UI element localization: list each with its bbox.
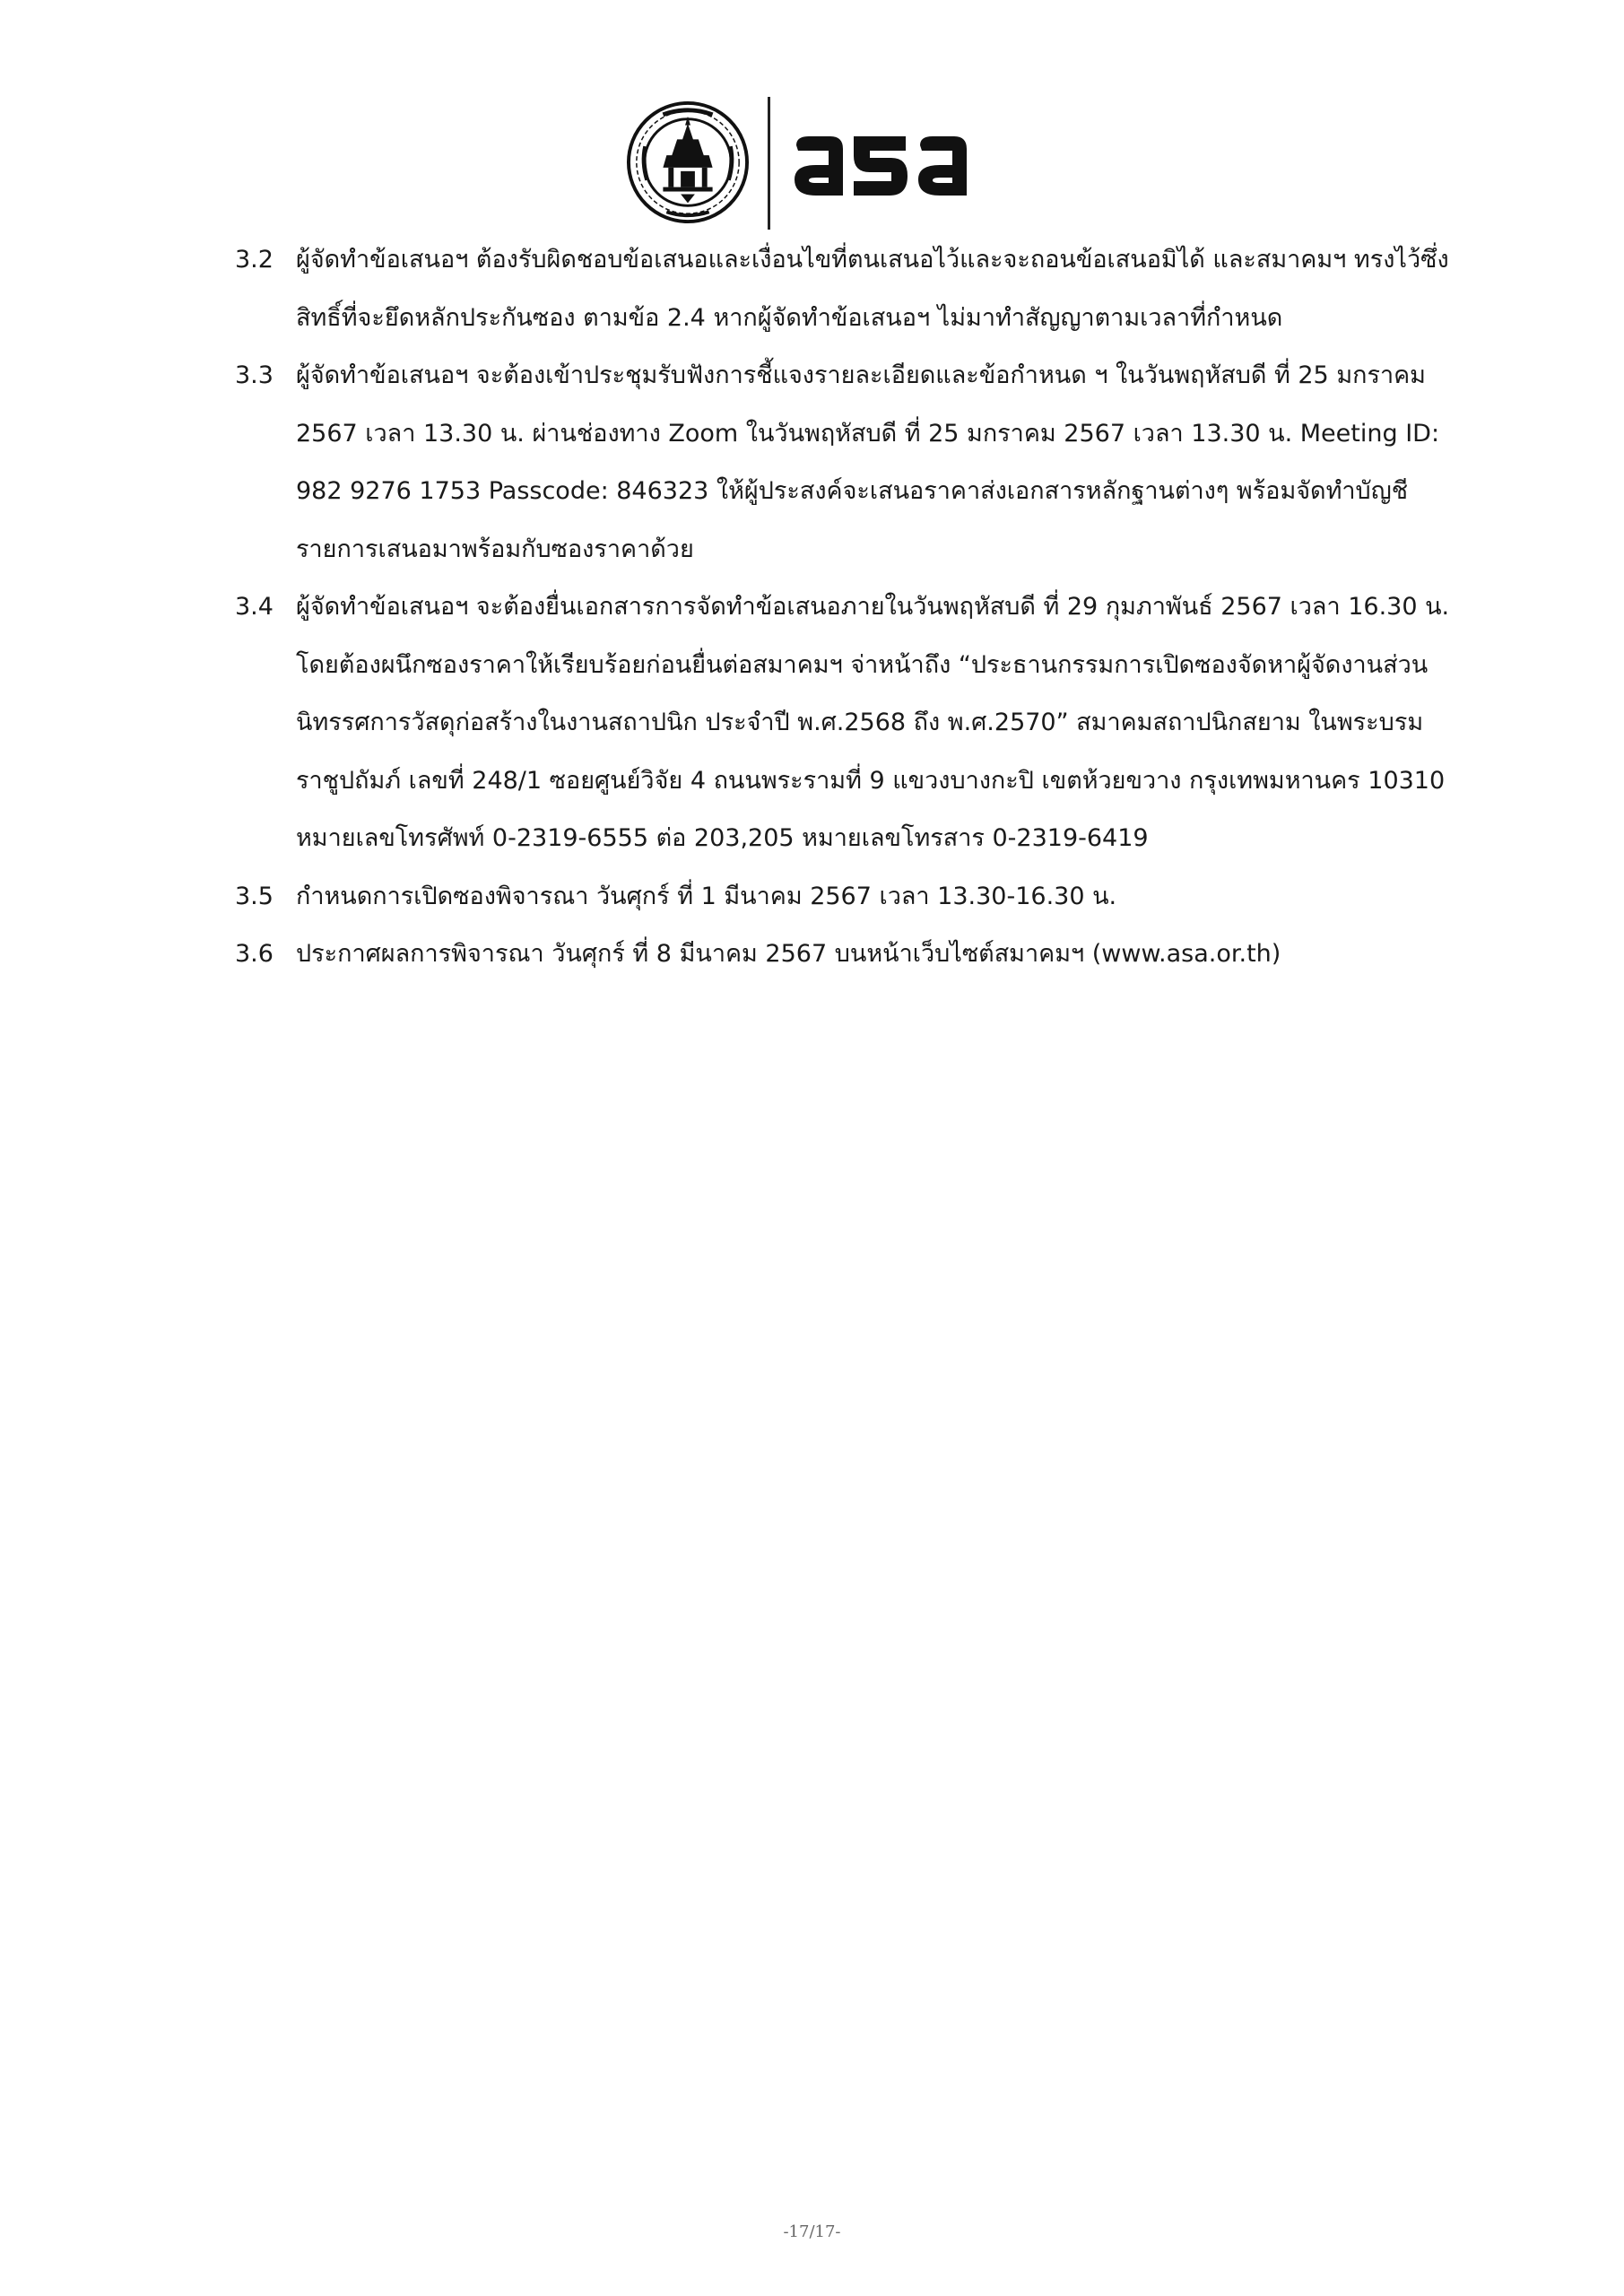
section-3-6 [235, 926, 1508, 984]
section-3-2 [235, 231, 1508, 347]
section-number: 3.6 [235, 940, 274, 968]
header-divider [768, 97, 770, 230]
section-number: 3.5 [235, 882, 274, 910]
section-3-5 [235, 868, 1508, 926]
section-line: 2567 เวลา 13.30 น. ผ่านช่องทาง Zoom ในวันพฤหัสบดี ที่ 25 มกราคม 2567 เวลา 13.30 น. Meeting ID: [296, 419, 1440, 448]
section-line: กำหนดการเปิดซองพิจารณา วันศุกร์ ที่ 1 มีนาคม 2567 เวลา 13.30-16.30 น. [296, 882, 1117, 910]
section-line: โดยต้องผนึกซองราคาให้เรียบร้อยก่อนยื่นต่อสมาคมฯ จ่าหน้าถึง “ประธานกรรมการเปิดซองจัดหาผู้จัดงานส่วน [296, 650, 1429, 679]
section-3-4 [235, 578, 1508, 868]
section-number: 3.3 [235, 361, 274, 389]
section-3-3 [235, 347, 1508, 578]
section-line: หมายเลขโทรศัพท์ 0-2319-6555 ต่อ 203,205 หมายเลขโทรสาร 0-2319-6419 [296, 824, 1149, 852]
asa-seal-icon [626, 100, 750, 224]
section-line: ราชูปถัมภ์ เลขที่ 248/1 ซอยศูนย์วิจัย 4 ถนนพระรามที่ 9 แขวงบางกะปิ เขตห้วยขวาง กรุงเทพมหานคร 10310 [296, 766, 1446, 795]
section-line: 982 9276 1753 Passcode: 846323 ให้ผู้ประสงค์จะเสนอราคาส่งเอกสารหลักฐานต่างๆ พร้อมจัดทำบัญชี [296, 477, 1409, 505]
terms-list [235, 231, 1508, 984]
section-line: สิทธิ์ที่จะยึดหลักประกันซอง ตามข้อ 2.4 หากผู้จัดทำข้อเสนอฯ ไม่มาทำสัญญาตามเวลาที่กำหนด [296, 303, 1283, 332]
page-number: -17/17- [783, 2222, 841, 2241]
section-line: ผู้จัดทำข้อเสนอฯ ต้องรับผิดชอบข้อเสนอและเงื่อนไขที่ตนเสนอไว้และจะถอนข้อเสนอมิได้ และสมาคมฯ ทรงไว้ซึ่ง [296, 246, 1449, 274]
section-line: ผู้จัดทำข้อเสนอฯ จะต้องยื่นเอกสารการจัดทำข้อเสนอภายในวันพฤหัสบดี ที่ 29 กุมภาพันธ์ 2567 เวลา 16.30 น. [296, 593, 1450, 621]
page-header [0, 90, 1624, 233]
section-line: ประกาศผลการพิจารณา วันศุกร์ ที่ 8 มีนาคม 2567 บนหน้าเว็บไซต์สมาคมฯ (www.asa.or.th) [296, 940, 1281, 968]
section-line: รายการเสนอมาพร้อมกับซองราคาด้วย [296, 535, 694, 563]
section-number: 3.2 [235, 246, 274, 274]
section-line: นิทรรศการวัสดุก่อสร้างในงานสถาปนิก ประจำปี พ.ศ.2568 ถึง พ.ศ.2570” สมาคมสถาปนิกสยาม ในพระบรม [296, 709, 1424, 736]
section-number: 3.4 [235, 593, 274, 621]
section-line: ผู้จัดทำข้อเสนอฯ จะต้องเข้าประชุมรับฟังการชี้แจงรายละเอียดและข้อกำหนด ฯ ในวันพฤหัสบดี ที่ 25 มกราคม [296, 361, 1426, 389]
asa-logo [789, 126, 977, 206]
